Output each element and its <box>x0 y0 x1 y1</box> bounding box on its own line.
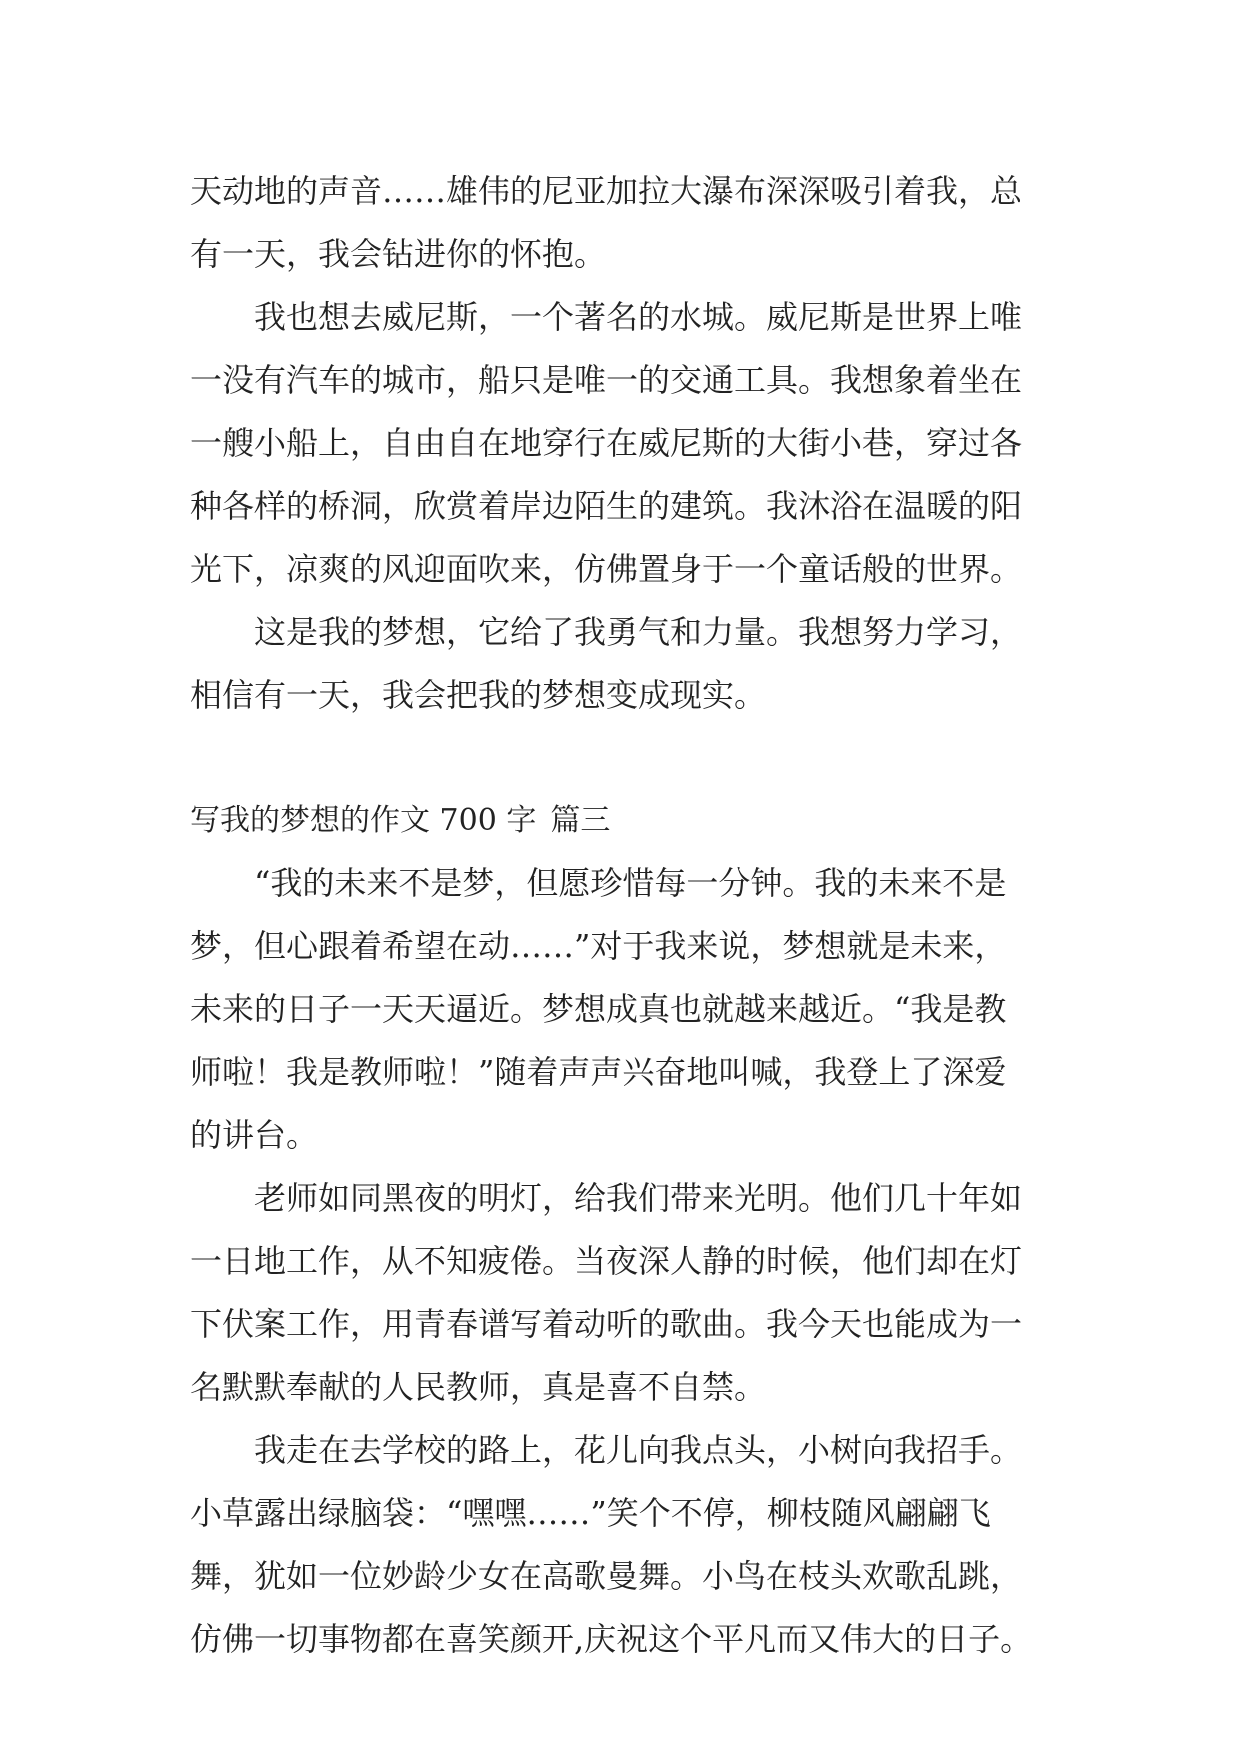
text-line: 仿佛一切事物都在喜笑颜开,庆祝这个平凡而又伟大的日子。 <box>190 1620 1033 1658</box>
section-heading <box>190 789 1070 852</box>
text-line: 梦，但心跟着希望在动……”对于我来说，梦想就是未来， <box>190 927 1007 965</box>
text-line: 有一天，我会钻进你的怀抱。 <box>190 235 607 273</box>
text-line: 这是我的梦想，它给了我勇气和力量。我想努力学习， <box>254 613 1023 651</box>
text-line: 种各样的桥洞，欣赏着岸边陌生的建筑。我沐浴在温暖的阳 <box>190 487 1023 525</box>
text-line: 舞，犹如一位妙龄少女在高歌曼舞。小鸟在枝头欢歌乱跳， <box>190 1557 1023 1595</box>
text-line: 我也想去威尼斯，一个著名的水城。威尼斯是世界上唯 <box>254 298 1023 336</box>
text-line: 一没有汽车的城市，船只是唯一的交通工具。我想象着坐在 <box>190 361 1023 399</box>
text-line: 老师如同黑夜的明灯，给我们带来光明。他们几十年如 <box>254 1179 1023 1217</box>
text-line: 我走在去学校的路上，花儿向我点头，小树向我招手。 <box>254 1431 1023 1469</box>
text-line: 下伏案工作，用青春谱写着动听的歌曲。我今天也能成为一 <box>190 1305 1023 1343</box>
essay-body <box>190 160 1070 1671</box>
text-line: 小草露出绿脑袋：“嘿嘿……”笑个不停，柳枝随风翩翩飞 <box>190 1494 991 1532</box>
text-line: 光下，凉爽的风迎面吹来，仿佛置身于一个童话般的世界。 <box>190 550 1023 588</box>
heading-title: 写我的梦想的作文 700 字 <box>190 803 537 838</box>
text-line: 名默默奉献的人民教师，真是喜不自禁。 <box>190 1368 767 1406</box>
paragraph-4 <box>190 852 1070 1167</box>
text-line: “我的未来不是梦，但愿珍惜每一分钟。我的未来不是 <box>254 864 1007 902</box>
text-line: 天动地的声音……雄伟的尼亚加拉大瀑布深深吸引着我，总 <box>190 172 1023 210</box>
text-line: 师啦！我是教师啦！”随着声声兴奋地叫喊，我登上了深爱 <box>190 1053 1007 1091</box>
paragraph-1 <box>190 160 1070 286</box>
paragraph-3 <box>190 601 1070 727</box>
paragraph-5 <box>190 1167 1070 1419</box>
text-line: 一日地工作，从不知疲倦。当夜深人静的时候，他们却在灯 <box>190 1242 1023 1280</box>
text-line: 未来的日子一天天逼近。梦想成真也就越来越近。“我是教 <box>190 990 1007 1028</box>
paragraph-2 <box>190 286 1070 601</box>
text-line: 的讲台。 <box>190 1116 319 1154</box>
text-line: 相信有一天，我会把我的梦想变成现实。 <box>190 676 767 714</box>
section-gap <box>190 727 1070 789</box>
text-line: 一艘小船上，自由自在地穿行在威尼斯的大街小巷，穿过各 <box>190 424 1023 462</box>
heading-section-label: 篇三 <box>550 803 611 838</box>
paragraph-6 <box>190 1419 1070 1671</box>
